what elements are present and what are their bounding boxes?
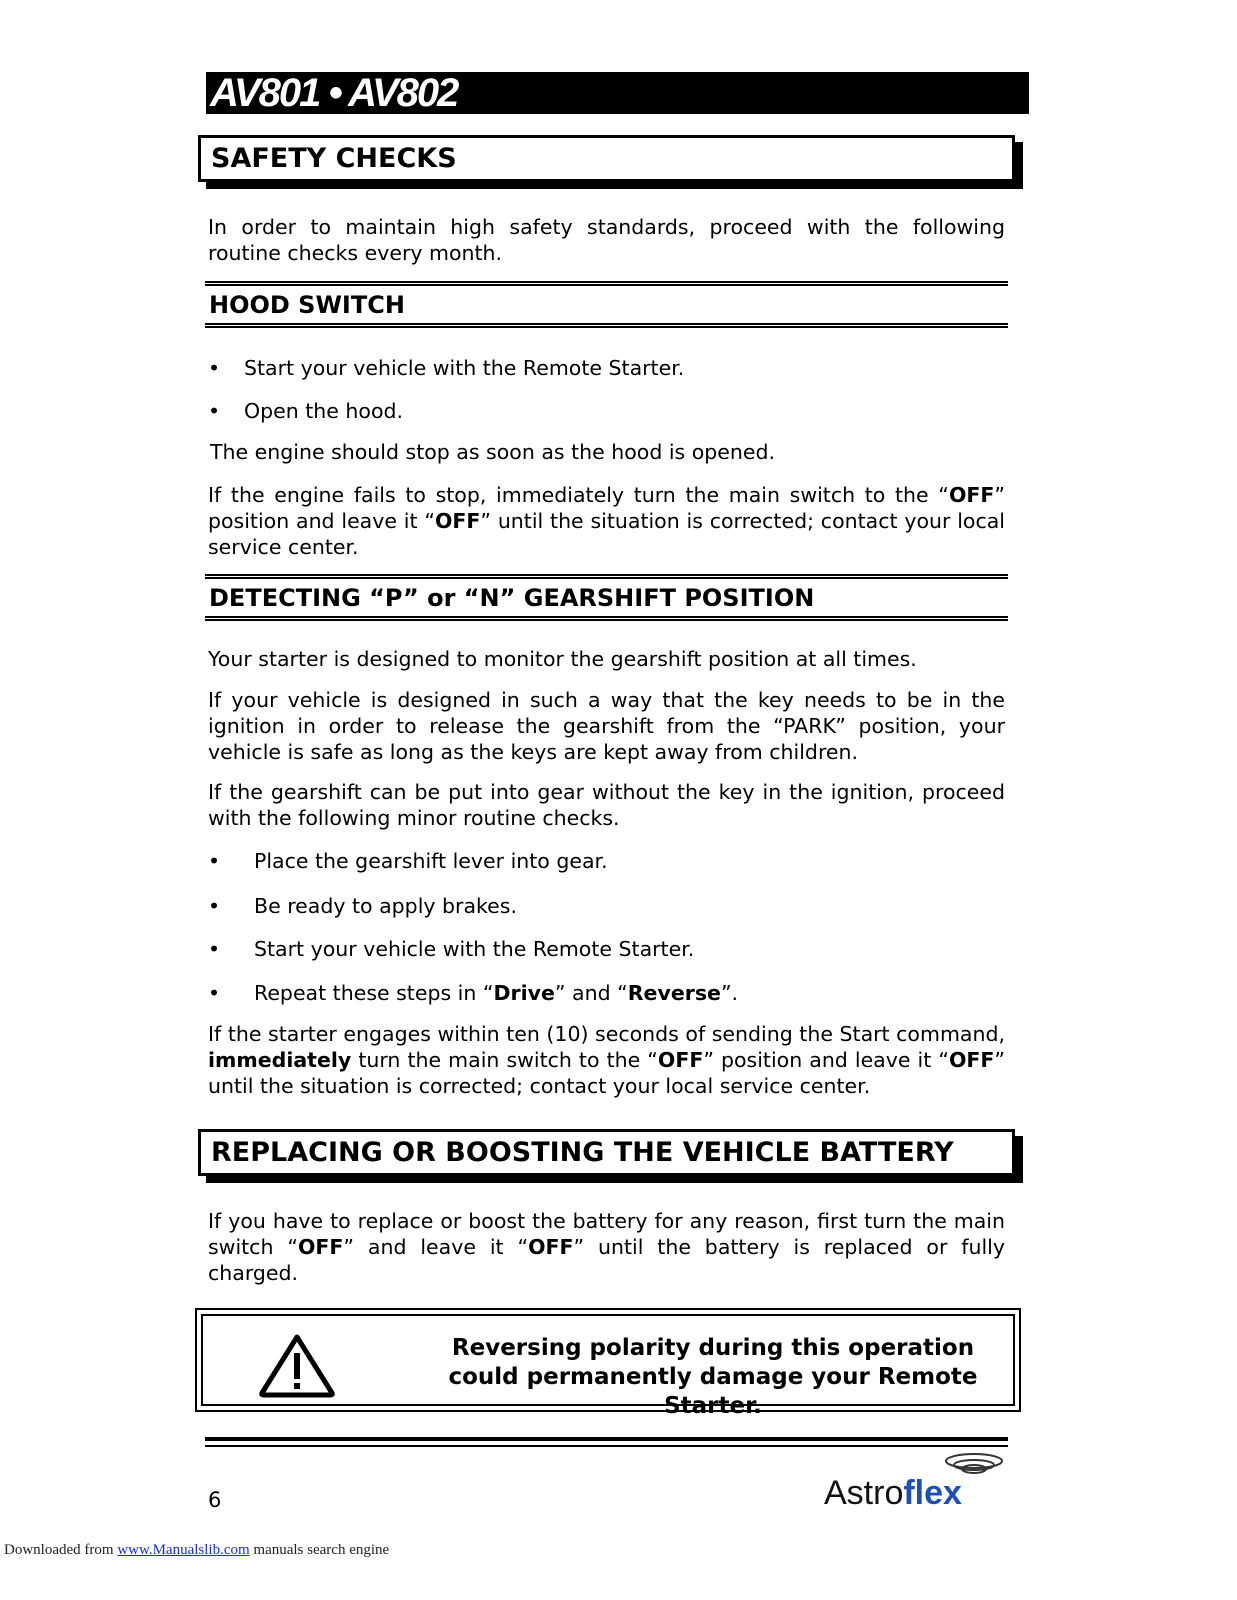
rule-bottom-gear xyxy=(205,616,1008,621)
gear-bullet-1: Place the gearshift lever into gear. xyxy=(254,849,608,873)
logo-wordmark: Astroflex xyxy=(824,1474,962,1512)
gear-bullet-3: Start your vehicle with the Remote Starter. xyxy=(254,937,695,961)
astroflex-logo xyxy=(824,1452,1009,1512)
list-item xyxy=(208,398,988,424)
gear-bullet-4: Repeat these steps in “Drive” and “Reverse”. xyxy=(254,981,739,1005)
rule-bottom-hood xyxy=(205,323,1008,328)
list-item xyxy=(208,893,988,919)
bullet-icon: • xyxy=(208,981,221,1005)
warning-text: Reversing polarity during this operation could permanently damage your Remote Starter. xyxy=(448,1335,978,1419)
bullet-icon: • xyxy=(208,894,221,918)
section-heading-hood-switch: HOOD SWITCH xyxy=(209,291,405,319)
safety-intro-paragraph: In order to maintain high safety standards, proceed with the following routine checks every month. xyxy=(208,215,1005,265)
section-heading-safety-checks: SAFETY CHECKS xyxy=(198,135,1015,182)
model-banner: AV801 • AV802 xyxy=(206,72,1029,114)
section-heading-battery: REPLACING OR BOOSTING THE VEHICLE BATTERY xyxy=(198,1129,1015,1176)
warning-box xyxy=(195,1308,1021,1419)
battery-paragraph: If you have to replace or boost the battery for any reason, first turn the main switch “OFF” and leave it “OFF” until the battery is replaced or fully charged. xyxy=(208,1209,1005,1285)
bullet-icon: • xyxy=(208,356,221,380)
page-number: 6 xyxy=(208,1488,222,1512)
section-heading-gearshift: DETECTING “P” or “N” GEARSHIFT POSITION xyxy=(209,584,815,612)
manualslib-link[interactable]: www.Manualslib.com xyxy=(117,1542,250,1558)
hood-paragraph-1: The engine should stop as soon as the hood is opened. xyxy=(210,440,776,464)
gear-paragraph-3: If the gearshift can be put into gear without the key in the ignition, proceed with the following minor routine checks. xyxy=(208,780,1005,830)
list-item xyxy=(208,355,988,381)
list-item xyxy=(208,848,988,874)
hood-paragraph-2: If the engine fails to stop, immediately turn the main switch to the “OFF” position and leave it “OFF” until the situation is corrected; contact your local service center. xyxy=(208,483,1005,559)
bullet-icon: • xyxy=(208,937,221,961)
hood-bullet-1: Start your vehicle with the Remote Starter. xyxy=(244,356,685,380)
footer-rule xyxy=(205,1437,1008,1441)
download-note: Downloaded from www.Manualslib.com manuals search engine xyxy=(4,1542,390,1558)
footer-rule xyxy=(205,1445,1008,1447)
gear-paragraph-4: If the starter engages within ten (10) seconds of sending the Start command, immediately turn the main switch to the “OFF” position and leave it “OFF” until the situation is corrected; contact your local service center. xyxy=(208,1022,1006,1098)
warning-triangle-icon xyxy=(258,1332,336,1398)
gear-paragraph-2: If your vehicle is designed in such a way that the key needs to be in the ignition in order to release the gearshift from the “PARK” position, your vehicle is safe as long as the keys are kept away from children. xyxy=(208,688,1005,764)
rule-top-gear xyxy=(205,574,1008,579)
gear-bullet-2: Be ready to apply brakes. xyxy=(254,894,517,918)
list-item xyxy=(208,980,988,1006)
list-item xyxy=(208,936,988,962)
rule-top-hood xyxy=(205,281,1008,286)
hood-bullet-2: Open the hood. xyxy=(244,399,404,423)
bullet-icon: • xyxy=(208,399,221,423)
gear-paragraph-1: Your starter is designed to monitor the gearshift position at all times. xyxy=(208,647,917,671)
bullet-icon: • xyxy=(208,849,221,873)
